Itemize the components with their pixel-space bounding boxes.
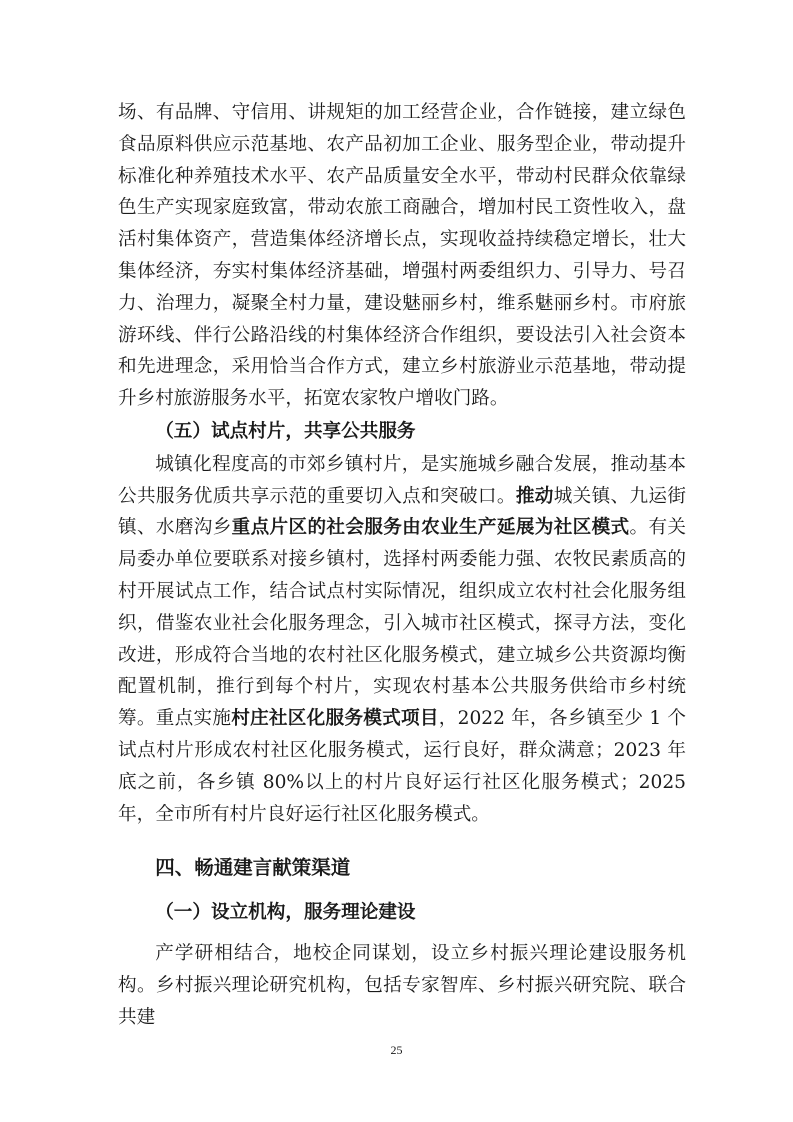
section-5-heading: （五）试点村片，共享公共服务 <box>155 420 416 442</box>
bold-run: 重点片区的社会服务由农业生产延展为社区模式 <box>231 517 630 539</box>
chapter-4-heading: 四、畅通建言献策渠道 <box>155 856 351 880</box>
page-content <box>118 97 686 1034</box>
text-run: ，2022 年，各乡镇至少 1 个试点村片形成农村社区化服务模式，运行良好，群众满意；2023 年底之前，各乡镇 80%以上的村片良好运行社区化服务模式；2025 年，全市所有村片良好运行社区化服务模式。 <box>118 708 686 825</box>
section-1-heading: （一）设立机构，服务理论建设 <box>155 902 416 924</box>
bold-run: 村庄社区化服务模式项目 <box>231 708 439 730</box>
text-run: 。有关局委办单位要联系对接乡镇村，选择村两委能力强、农牧民素质高的村开展试点工作，结合试点村实际情况，组织成立农村社会化服务组织，借鉴农业社会化服务理念，引入城市社区模式，探寻方法，变化改进，形成符合当地的农村社区化服务模式，建立城乡公共资源均衡配置机制，推行到每个村片，实现农村基本公共服务供给市乡村统筹。重点实施 <box>118 517 686 730</box>
page-number: 25 <box>390 1043 403 1057</box>
continued-paragraph: 场、有品牌、守信用、讲规矩的加工经营企业，合作链接，建立绿色食品原料供应示范基地、农产品初加工企业、服务型企业，带动提升标准化种养殖技术水平、农产品质量安全水平，带动村民群众依靠绿色生产实现家庭致富，带动农旅工商融合，增加村民工资性收入，盘活村集体资产，营造集体经济增长点，实现收益持续稳定增长，壮大集体经济，夯实村集体经济基础，增强村两委组织力、引导力、号召力、治理力，凝聚全村力量，建设魅丽乡村，维系魅丽乡村。市府旅游环线、伴行公路沿线的村集体经济合作组织，要设法引入社会资本和先进理念，采用恰当合作方式，建立乡村旅游业示范基地，带动提升乡村旅游服务水平，拓宽农家牧户增收门路。 <box>118 102 686 410</box>
section-5-paragraph <box>118 449 686 831</box>
text-run: 城关镇、九运街镇、水磨沟乡 <box>118 485 686 539</box>
section-1-paragraph: 产学研相结合，地校企同谋划，设立乡村振兴理论建设服务机构。乡村振兴理论研究机构，包括专家智库、乡村振兴研究院、联合共建 <box>118 943 686 1028</box>
bold-run: 推动 <box>515 485 554 507</box>
text-run: 城镇化程度高的市郊乡镇村片，是实施城乡融合发展，推动基本公共服务优质共享示范的重要切入点和突破口。 <box>118 453 686 507</box>
